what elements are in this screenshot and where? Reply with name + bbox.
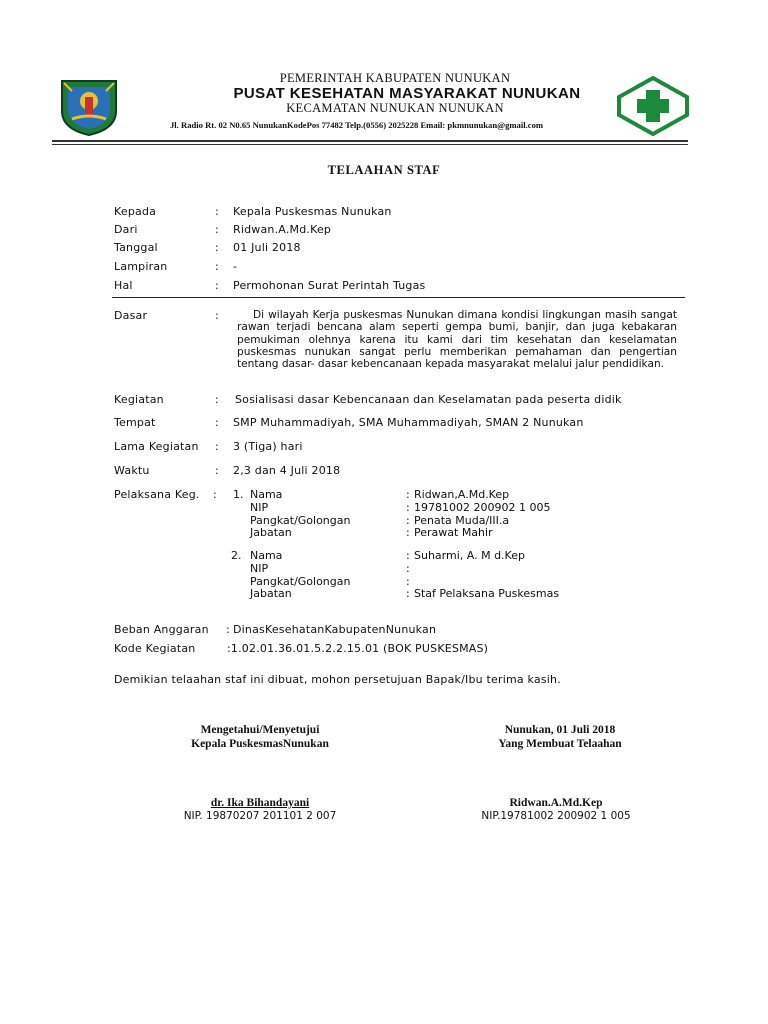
field-colon: : xyxy=(215,260,219,273)
field-label: Dasar xyxy=(114,309,148,322)
section-divider xyxy=(112,297,685,298)
field-colon: : xyxy=(213,488,217,501)
field-value: Ridwan.A.Md.Kep xyxy=(233,223,332,236)
letterhead-rule-thick xyxy=(52,140,688,142)
signature-left-nip: NIP. 19870207 201101 2 007 xyxy=(183,810,337,822)
field-label: Kode Kegiatan xyxy=(114,642,196,655)
person-field-value: 19781002 200902 1 005 xyxy=(414,501,551,514)
field-value: 2,3 dan 4 Juli 2018 xyxy=(233,464,341,477)
signature-right-nip: NIP.19781002 200902 1 005 xyxy=(481,810,631,822)
person-field-label: Pangkat/Golongan xyxy=(250,575,351,588)
field-colon: : xyxy=(215,416,219,429)
person-field-colon: : xyxy=(406,514,410,527)
person-field-colon: : xyxy=(406,549,410,562)
field-colon: : xyxy=(215,440,219,453)
person-field-colon: : xyxy=(406,526,410,539)
health-cross-logo-icon xyxy=(616,76,690,136)
person-field-value: Ridwan,A.Md.Kep xyxy=(414,488,510,501)
signature-left-line2: Kepala PuskesmasNunukan xyxy=(191,738,329,750)
person-number: 1. xyxy=(233,488,244,501)
field-value: Kepala Puskesmas Nunukan xyxy=(233,205,392,218)
signature-right-name: Ridwan.A.Md.Kep xyxy=(509,797,603,809)
document-title: TELAAHAN STAF xyxy=(327,163,441,177)
field-label: Kepada xyxy=(114,205,157,218)
person-field-colon: : xyxy=(406,562,410,575)
field-label: Tempat xyxy=(114,416,156,429)
person-field-colon: : xyxy=(406,488,410,501)
field-value: - xyxy=(233,260,238,273)
closing-statement: Demikian telaahan staf ini dibuat, mohon persetujuan Bapak/Ibu terima kasih. xyxy=(114,673,561,686)
field-colon: : xyxy=(215,223,219,236)
field-label: Waktu xyxy=(114,464,150,477)
person-field-label: Pangkat/Golongan xyxy=(250,514,351,527)
letterhead-rule-thin xyxy=(52,144,688,145)
field-value: SMP Muhammadiyah, SMA Muhammadiyah, SMAN 2 Nunukan xyxy=(233,416,584,429)
signature-right-line2: Yang Membuat Telaahan xyxy=(498,738,622,750)
field-colon: : xyxy=(215,241,219,254)
field-value: 01 Juli 2018 xyxy=(233,241,301,254)
letterhead-line3: KECAMATAN NUNUKAN NUNUKAN xyxy=(286,101,504,115)
person-field-label: NIP xyxy=(250,501,269,514)
field-label: Tanggal xyxy=(114,241,158,254)
field-label: Kegiatan xyxy=(114,393,164,406)
district-emblem-icon xyxy=(58,77,120,137)
person-field-value: Perawat Mahir xyxy=(414,526,493,539)
dasar-paragraph: Di wilayah Kerja puskesmas Nunukan dimana kondisi lingkungan masih sangat rawan terjadi bencana alam seperti gempa bumi, banjir, dan juga kebakaran pemukiman olehnya karena itu kami dari tim kesehatan dan keselamatan puskesmas nunukan sangat perlu memberikan pemahaman dan pengertian tentang dasar- dasar kebencanaan kepada masyarakat melalui jalur pendidikan. xyxy=(237,309,677,371)
field-label: Lama Kegiatan xyxy=(114,440,199,453)
field-label: Beban Anggaran xyxy=(114,623,209,636)
field-colon: : xyxy=(226,623,230,636)
field-colon: : xyxy=(215,309,219,322)
person-field-value: Suharmi, A. M d.Kep xyxy=(414,549,525,562)
letterhead-line2: PUSAT KESEHATAN MASYARAKAT NUNUKAN xyxy=(233,85,581,102)
signature-left-line1: Mengetahui/Menyetujui xyxy=(200,724,320,736)
person-field-label: NIP xyxy=(250,562,269,575)
person-number: 2. xyxy=(231,549,242,562)
field-label: Dari xyxy=(114,223,138,236)
field-value: :1.02.01.36.01.5.2.2.15.01 (BOK PUSKESMAS) xyxy=(227,642,489,655)
person-field-label: Jabatan xyxy=(250,587,292,600)
field-colon: : xyxy=(215,393,219,406)
person-field-label: Nama xyxy=(250,488,283,501)
signature-right-line1: Nunukan, 01 Juli 2018 xyxy=(504,724,616,736)
field-value: Permohonan Surat Perintah Tugas xyxy=(233,279,426,292)
person-field-value: Penata Muda/III.a xyxy=(414,514,510,527)
field-value: 3 (Tiga) hari xyxy=(233,440,303,453)
person-field-colon: : xyxy=(406,575,410,588)
field-value: DinasKesehatanKabupatenNunukan xyxy=(233,623,437,636)
field-label: Pelaksana Keg. xyxy=(114,488,200,501)
person-field-colon: : xyxy=(406,501,410,514)
person-field-label: Nama xyxy=(250,549,283,562)
field-label: Lampiran xyxy=(114,260,168,273)
field-colon: : xyxy=(215,205,219,218)
field-colon: : xyxy=(215,464,219,477)
person-field-label: Jabatan xyxy=(250,526,292,539)
person-field-colon: : xyxy=(406,587,410,600)
field-value: Sosialisasi dasar Kebencanaan dan Keselamatan pada peserta didik xyxy=(235,393,622,406)
field-colon: : xyxy=(215,279,219,292)
person-field-value: Staf Pelaksana Puskesmas xyxy=(414,587,560,600)
letterhead-line1: PEMERINTAH KABUPATEN NUNUKAN xyxy=(279,71,511,85)
signature-left-name: dr. Ika Bihandayani xyxy=(210,797,310,809)
field-label: Hal xyxy=(114,279,133,292)
letterhead-address: Jl. Radio Rt. 02 N0.65 NunukanKodePos 77482 Telp.(0556) 2025228 Email: pkmnunukan@gmail.com xyxy=(170,120,544,130)
